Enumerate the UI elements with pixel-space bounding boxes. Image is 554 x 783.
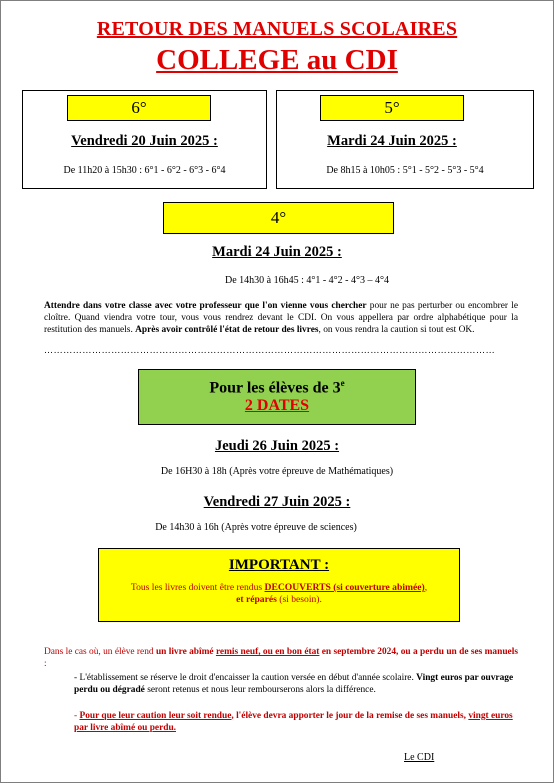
footer-bullet1-c: seront retenus et nous leur rembourserons alors la différence.	[144, 685, 376, 695]
cinquieme-level: 5°	[320, 95, 464, 121]
footer-bullet2-c: vingt euros par livre abîmé ou perdu.	[74, 711, 513, 733]
important-line2-a: et réparés	[236, 594, 277, 605]
troisieme-title-sup: e	[340, 378, 345, 388]
troisieme-title	[139, 378, 415, 397]
footer-bullet2-b: , l'élève devra apporter le jour de la remise de ses manuels,	[231, 711, 469, 721]
footer-bullet-1	[74, 672, 518, 696]
cinquieme-box	[276, 90, 534, 189]
troisieme-schedule-2: De 14h30 à 16h (Après votre épreuve de sciences)	[155, 522, 357, 533]
quatrieme-schedule: De 14h30 à 16h45 : 4°1 - 4°2 - 4°3 – 4°4	[224, 275, 390, 286]
instructions-end: , on vous rendra la caution si tout est OK.	[318, 325, 475, 335]
sixieme-level: 6°	[67, 95, 211, 121]
instructions-paragraph	[44, 300, 518, 336]
troisieme-box	[138, 369, 416, 425]
important-line1-b: DECOUVERTS (si couverture abimée)	[264, 582, 425, 593]
important-line1-c: ,	[424, 582, 428, 593]
footer-bullet1-b: Vingt euros par ouvrage perdu ou dégradé	[74, 673, 514, 695]
important-box	[98, 548, 460, 622]
instructions-bold-end: Après avoir contrôlé l'état de retour des livres	[135, 325, 319, 335]
footer-intro-a: Dans le cas où, un élève rend	[44, 647, 156, 657]
footer-intro-c: remis neuf, ou en bon état	[215, 647, 320, 657]
footer-intro-e: :	[44, 659, 47, 669]
dotted-separator: ……………………………………………………………………………………………………………………………	[44, 345, 496, 355]
important-text	[99, 582, 459, 606]
title-line-1: RETOUR DES MANUELS SCOLAIRES	[96, 18, 458, 40]
troisieme-schedule-1: De 16H30 à 18h (Après votre épreuve de Mathématiques)	[160, 466, 394, 477]
cinquieme-schedule: De 8h15 à 10h05 : 5°1 - 5°2 - 5°3 - 5°4	[326, 165, 484, 176]
footer-intro-b: un livre abîmé	[155, 647, 216, 657]
important-title: IMPORTANT :	[228, 557, 330, 573]
important-line1-a: Tous les livres doivent être rendus	[130, 582, 265, 593]
footer-bullet1-a: - L'établissement se réserve le droit d'encaisser la caution versée en début d'année scolaire.	[74, 673, 417, 683]
signature: Le CDI	[404, 752, 435, 763]
footer-bullet2-a: Pour que leur caution leur soit rendue	[79, 711, 232, 721]
quatrieme-date: Mardi 24 Juin 2025 :	[212, 244, 342, 260]
footer-bullet2-dash: -	[74, 711, 80, 721]
troisieme-date-1: Jeudi 26 Juin 2025 :	[214, 438, 340, 454]
cinquieme-date: Mardi 24 Juin 2025 :	[327, 133, 457, 149]
footer-intro	[44, 646, 520, 670]
title-line-2: COLLEGE au CDI	[156, 44, 398, 76]
important-line2-b: (si besoin).	[276, 594, 322, 605]
quatrieme-level: 4°	[163, 202, 394, 234]
troisieme-subtitle: 2 DATES	[244, 397, 310, 415]
sixieme-box	[22, 90, 267, 189]
troisieme-date-2: Vendredi 27 Juin 2025 :	[203, 494, 351, 510]
sixieme-schedule: De 11h20 à 15h30 : 6°1 - 6°2 - 6°3 - 6°4	[63, 165, 226, 176]
sixieme-date: Vendredi 20 Juin 2025 :	[71, 133, 218, 149]
instructions-bold-start: Attendre dans votre classe avec votre professeur que l'on vienne vous chercher	[44, 301, 367, 311]
troisieme-title-text: Pour les élèves de 3	[209, 379, 341, 397]
instructions-middle: pour ne pas perturber ou encombrer le cloître. Quand viendra votre tour, vous vous rendrez devant le CDI. On vous appellera par ordre alphabétique pour la restitution des manuels.	[44, 301, 518, 335]
footer-intro-d: en septembre 2024, ou a perdu un de ses manuels	[319, 647, 518, 657]
footer-bullet-2	[74, 710, 518, 734]
